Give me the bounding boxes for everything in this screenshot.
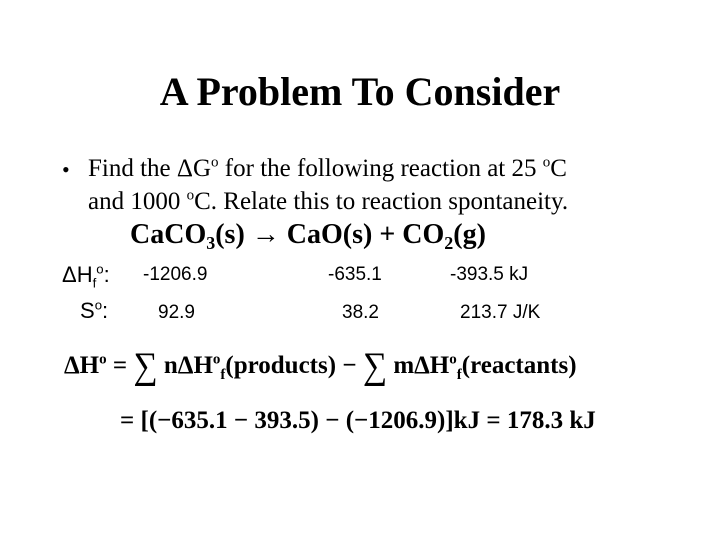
bullet-line-1-prefix: Find the <box>88 155 177 182</box>
entropy-symbol: S <box>80 298 95 323</box>
calculation-equation: = [(−635.1 − 393.5) − (−1206.9)]kJ = 178.3 kJ <box>120 407 596 434</box>
entropy-row-label <box>80 298 108 324</box>
eq1-term1-subscript: f <box>220 367 226 383</box>
degree-superscript-3: o <box>186 187 195 204</box>
enthalpy-symbol: ΔH <box>62 262 93 287</box>
enthalpy-row-label <box>62 261 110 291</box>
entropy-value-cao: 38.2 <box>342 302 379 323</box>
eq1-term2-rest: (reactants) <box>461 352 577 379</box>
delta-g-symbol: ΔG <box>176 155 212 182</box>
enthalpy-subscript: f <box>92 275 97 291</box>
summation-symbol: ∑ <box>133 346 158 387</box>
entropy-value-co2: 213.7 J/K <box>460 302 541 323</box>
reactant-caco3: CaCO <box>130 219 207 250</box>
product-cao: CaO(s) <box>286 219 373 250</box>
eq1-term1: nΔH <box>163 352 213 379</box>
product-state: (g) <box>453 219 486 250</box>
eq1-equals: = <box>106 352 134 379</box>
product-co2: CO <box>402 219 445 250</box>
entropy-colon: : <box>102 298 109 323</box>
bullet-line-2-end: C. Relate this to reaction spontaneity. <box>194 188 569 215</box>
entropy-superscript: o <box>94 297 103 313</box>
plus-sign: + <box>372 219 403 250</box>
enthalpy-value-cao: -635.1 <box>328 264 382 285</box>
eq1-term2: mΔH <box>393 352 450 379</box>
bullet-line-1-mid: for the following reaction at 25 <box>218 155 543 182</box>
enthalpy-value-caco3: -1206.9 <box>143 264 208 285</box>
bullet-line-1 <box>88 155 567 183</box>
product-subscript: 2 <box>444 233 454 253</box>
bullet-line-1-end: C <box>550 155 567 182</box>
degree-superscript: o <box>211 154 219 171</box>
eq1-term2-subscript: f <box>456 367 462 383</box>
bullet-line-2 <box>88 188 568 216</box>
entropy-value-caco3: 92.9 <box>158 302 195 323</box>
eq1-term1-rest: (products) − <box>225 352 363 379</box>
bullet-marker: • <box>62 157 70 182</box>
eq1-lhs: ΔH <box>64 352 100 379</box>
reaction-arrow: → <box>244 219 287 250</box>
reactant-subscript: 3 <box>206 233 216 253</box>
degree-superscript-2: o <box>542 154 551 171</box>
enthalpy-colon: : <box>103 262 110 287</box>
enthalpy-value-co2: -393.5 kJ <box>450 264 529 285</box>
summation-symbol-2: ∑ <box>362 346 388 387</box>
reactant-state: (s) <box>215 219 245 250</box>
enthalpy-superscript: o <box>96 261 104 277</box>
bullet-line-2-prefix: and 1000 <box>88 188 187 215</box>
eq1-lhs-superscript: o <box>99 351 107 368</box>
eq1-term2-superscript: o <box>449 351 457 368</box>
reaction-equation <box>130 219 486 254</box>
slide-title: A Problem To Consider <box>159 69 561 114</box>
eq1-term1-superscript: o <box>212 351 221 368</box>
enthalpy-equation <box>64 348 577 386</box>
